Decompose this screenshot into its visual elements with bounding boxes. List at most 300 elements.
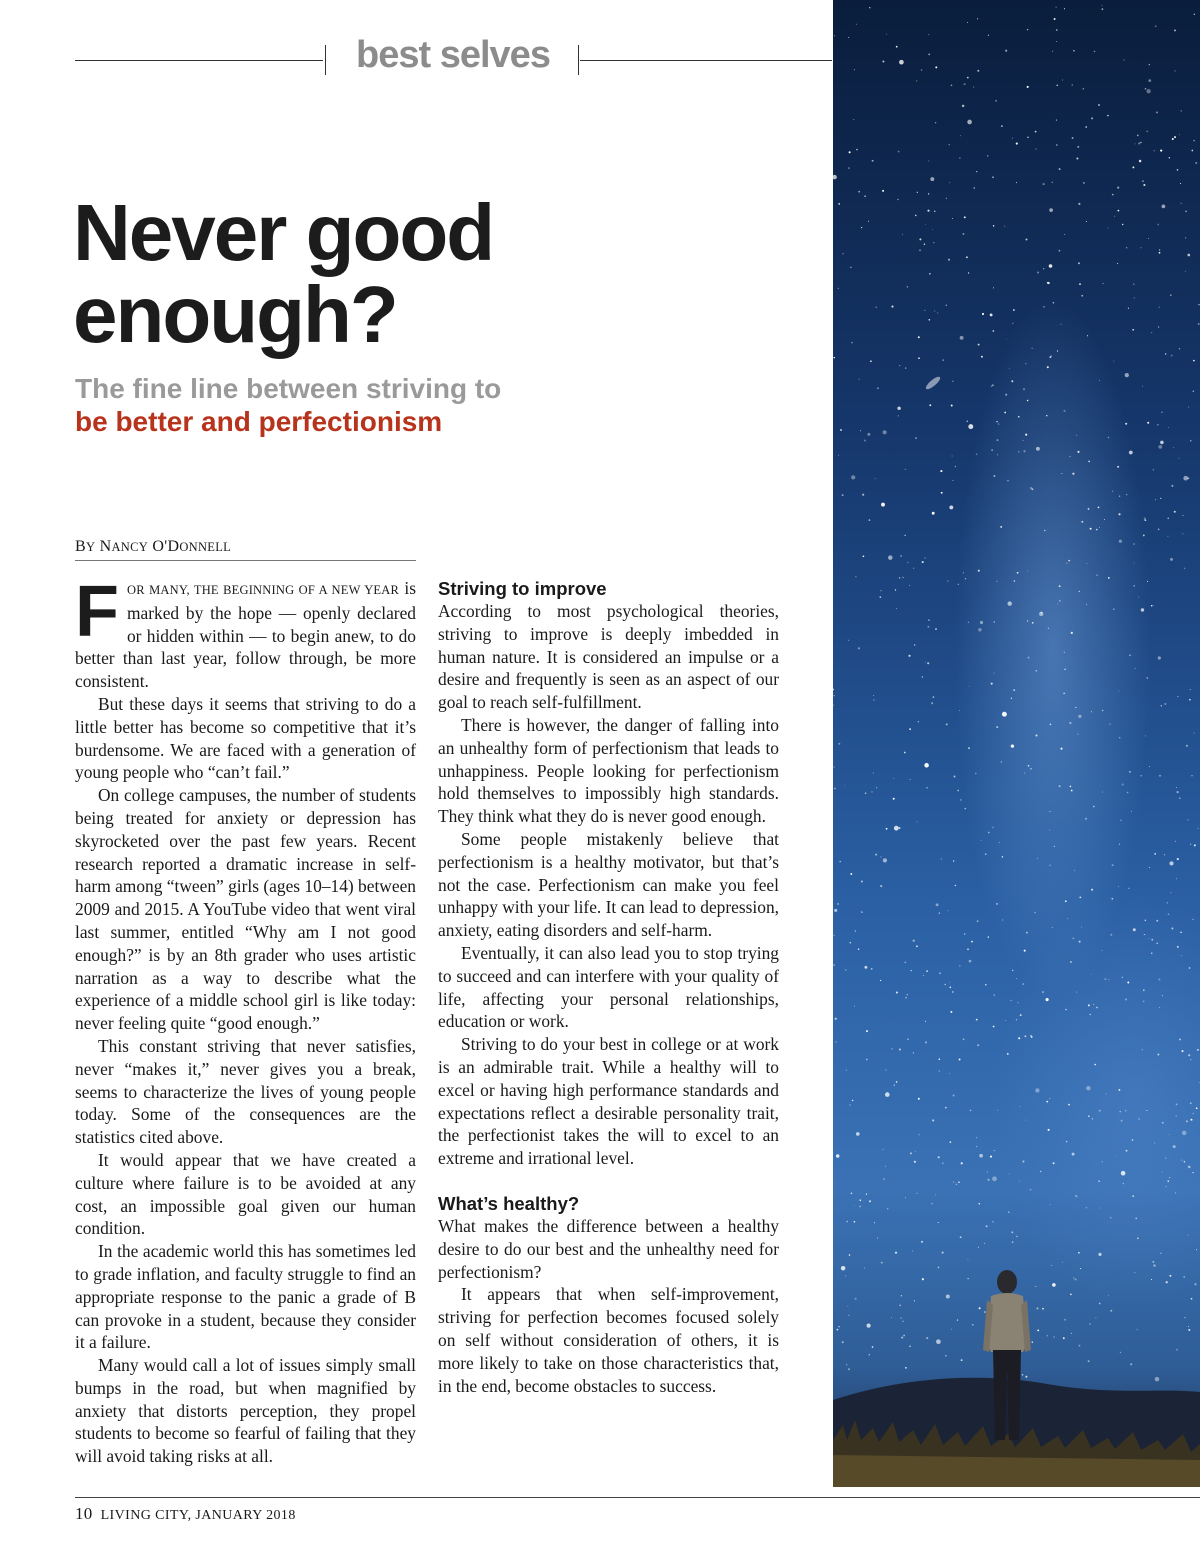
star — [1064, 1319, 1066, 1321]
star — [1113, 608, 1115, 610]
star — [957, 790, 959, 792]
star — [1153, 469, 1155, 471]
star — [996, 903, 998, 905]
star — [939, 1070, 941, 1072]
star — [997, 454, 998, 455]
star — [1011, 1231, 1013, 1233]
star — [1194, 1283, 1196, 1285]
star — [922, 1278, 924, 1280]
star — [1180, 932, 1182, 934]
star — [1054, 18, 1056, 20]
star — [935, 122, 936, 123]
star — [1116, 1156, 1117, 1157]
star — [869, 519, 871, 521]
star — [981, 840, 982, 841]
star — [1131, 811, 1132, 812]
star — [1168, 427, 1169, 428]
star — [1181, 1159, 1182, 1160]
star — [1056, 120, 1057, 121]
star — [1138, 1118, 1139, 1119]
star — [924, 763, 929, 768]
deck — [75, 372, 795, 438]
star — [1146, 130, 1148, 132]
star — [941, 858, 942, 859]
star — [1139, 160, 1142, 163]
star — [932, 1119, 934, 1121]
star — [917, 822, 918, 823]
star — [835, 1018, 837, 1020]
star — [1188, 1326, 1189, 1327]
star — [1032, 622, 1034, 624]
star — [1152, 605, 1153, 606]
star — [1019, 1181, 1020, 1182]
footer-rule — [75, 1497, 1200, 1498]
star — [1012, 323, 1013, 324]
star — [1119, 540, 1122, 543]
star — [1056, 7, 1057, 8]
star — [1157, 943, 1158, 944]
star — [834, 695, 835, 696]
star — [976, 1019, 978, 1021]
star — [842, 494, 844, 496]
star — [1079, 591, 1080, 592]
star — [1004, 412, 1006, 414]
star — [1181, 110, 1182, 111]
star — [1140, 142, 1141, 143]
star — [976, 1146, 977, 1147]
star — [846, 1221, 848, 1223]
article-column-1 — [75, 572, 416, 1468]
star — [936, 1339, 941, 1344]
star — [1183, 515, 1184, 516]
star — [1132, 329, 1134, 331]
star — [1151, 953, 1152, 954]
star — [905, 1367, 907, 1369]
star — [1098, 1180, 1100, 1182]
star — [1059, 585, 1061, 587]
star — [997, 439, 999, 441]
headline-line-2: enough? — [73, 270, 397, 359]
star — [941, 492, 943, 494]
star — [1120, 820, 1121, 821]
star — [958, 584, 959, 585]
star — [1125, 1110, 1127, 1112]
star — [880, 885, 882, 887]
star — [1042, 1308, 1044, 1310]
star — [838, 1326, 839, 1327]
star — [861, 881, 863, 883]
star — [1147, 422, 1149, 424]
star — [1036, 447, 1040, 451]
star — [1091, 889, 1093, 891]
star — [1172, 138, 1174, 140]
star — [1175, 70, 1176, 71]
star — [904, 752, 906, 754]
star — [1167, 518, 1169, 520]
star — [1167, 902, 1168, 903]
star — [1074, 870, 1075, 871]
star — [925, 1041, 927, 1043]
star — [839, 861, 841, 863]
star — [1042, 991, 1044, 993]
star — [881, 857, 882, 858]
star — [915, 215, 917, 217]
star — [1154, 853, 1156, 855]
star — [957, 1319, 958, 1320]
star — [871, 968, 873, 970]
star — [877, 387, 879, 389]
star — [1047, 366, 1049, 368]
subhead-healthy: What’s healthy? — [438, 1192, 580, 1214]
star — [967, 1278, 968, 1279]
star — [1072, 137, 1074, 139]
star — [840, 429, 842, 431]
star — [864, 966, 867, 969]
star — [918, 721, 919, 722]
star — [938, 1222, 939, 1223]
star — [1181, 1050, 1183, 1052]
star — [1149, 766, 1150, 767]
star — [950, 1141, 952, 1143]
star — [926, 1337, 928, 1339]
grass-highlight — [833, 1455, 1200, 1487]
star — [1171, 485, 1173, 487]
star — [1198, 304, 1199, 305]
star — [1189, 699, 1191, 701]
star — [1011, 1000, 1012, 1001]
star — [1043, 306, 1044, 307]
star — [1118, 1089, 1120, 1091]
star — [951, 84, 953, 86]
star — [860, 1199, 862, 1201]
section-tick-right — [578, 45, 579, 75]
star — [993, 287, 994, 288]
star — [978, 344, 980, 346]
star — [945, 984, 946, 985]
star — [894, 1085, 895, 1086]
star — [901, 1295, 902, 1296]
star — [971, 941, 973, 943]
star — [992, 330, 994, 332]
star — [955, 466, 957, 468]
star — [1078, 262, 1080, 264]
star — [861, 912, 863, 914]
star — [939, 972, 941, 974]
star — [834, 35, 835, 36]
star — [904, 535, 905, 536]
star — [1070, 961, 1072, 963]
star — [1144, 518, 1146, 520]
star — [993, 475, 995, 477]
star — [905, 367, 906, 368]
drop-cap: F — [75, 572, 119, 652]
star — [865, 792, 867, 794]
star — [980, 621, 983, 624]
star — [925, 224, 926, 225]
star — [1144, 519, 1146, 521]
byline-last-cap: O'D — [152, 538, 180, 555]
star — [1022, 983, 1024, 985]
star — [1037, 272, 1039, 274]
star — [1187, 254, 1190, 257]
star — [1134, 585, 1135, 586]
byline-last-sc: ONNELL — [179, 540, 232, 554]
star — [914, 644, 915, 645]
star — [1071, 790, 1073, 792]
star — [1132, 166, 1134, 168]
star — [938, 1267, 940, 1269]
star — [1159, 307, 1160, 308]
star — [923, 975, 924, 976]
star — [962, 233, 964, 235]
star — [946, 305, 948, 307]
star — [911, 970, 912, 971]
paragraph: Eventually, it can also lead you to stop trying to succeed and can interfere with your quality of life, affecting your personal relationships, education or work. — [438, 942, 779, 1032]
star — [896, 608, 897, 609]
star — [1030, 1035, 1032, 1037]
star — [1176, 1115, 1177, 1116]
star — [935, 66, 937, 68]
star — [978, 570, 980, 572]
star — [975, 773, 976, 774]
star — [969, 960, 972, 963]
star — [908, 655, 910, 657]
star — [1181, 203, 1182, 204]
star — [1005, 1020, 1006, 1021]
star — [1118, 886, 1119, 887]
star — [913, 1052, 914, 1053]
star — [1064, 410, 1066, 412]
star — [1170, 294, 1172, 296]
star — [922, 561, 924, 563]
star — [952, 455, 953, 456]
star — [973, 187, 974, 188]
star — [1094, 51, 1095, 52]
star — [1086, 1207, 1087, 1208]
star — [833, 357, 835, 359]
star — [888, 555, 893, 560]
star — [1188, 1054, 1190, 1056]
star — [934, 211, 935, 212]
star — [1126, 247, 1127, 248]
star — [886, 828, 888, 830]
star — [1179, 1038, 1181, 1040]
star — [1088, 1004, 1090, 1006]
star — [1149, 867, 1150, 868]
star — [977, 920, 979, 922]
star — [924, 244, 925, 245]
star — [837, 1329, 839, 1331]
star — [956, 1184, 957, 1185]
star — [1179, 348, 1180, 349]
star — [928, 619, 930, 621]
star — [1184, 1161, 1186, 1163]
star — [1157, 224, 1159, 226]
star — [1099, 1303, 1101, 1305]
star — [849, 942, 851, 944]
paragraph: This constant striving that never satisfies, never “makes it,” never gives you a break, seems to characterize the lives of young people today. Some of the consequences are the statistics cited above. — [75, 1035, 416, 1148]
star — [900, 1317, 902, 1319]
star — [963, 572, 964, 573]
star — [1166, 1281, 1168, 1283]
star — [931, 702, 933, 704]
star — [872, 1346, 874, 1348]
star — [1173, 447, 1174, 448]
star — [909, 585, 910, 586]
star — [1102, 710, 1103, 711]
star — [966, 256, 968, 258]
star — [919, 249, 921, 251]
star — [1056, 84, 1058, 86]
star — [1145, 735, 1146, 736]
star — [859, 379, 860, 380]
star — [1088, 508, 1090, 510]
star — [1091, 711, 1092, 712]
star — [991, 683, 993, 685]
star — [970, 1110, 972, 1112]
star — [935, 628, 937, 630]
star — [1059, 600, 1060, 601]
star — [1018, 451, 1019, 452]
star — [1183, 1276, 1185, 1278]
star — [1187, 1235, 1188, 1236]
paragraph: What makes the difference between a healthy desire to do our best and the unhealthy need for perfectionism? — [438, 1215, 779, 1282]
star — [1185, 237, 1186, 238]
star — [899, 1049, 901, 1051]
star — [1134, 1272, 1135, 1273]
star — [1092, 1118, 1093, 1119]
star — [1119, 1111, 1121, 1113]
star — [1169, 157, 1170, 158]
star — [949, 982, 950, 983]
star — [1137, 1329, 1138, 1330]
star — [1129, 654, 1131, 656]
star — [1048, 628, 1049, 629]
star — [988, 832, 990, 834]
star — [1167, 1180, 1169, 1182]
star — [852, 1100, 853, 1101]
star — [864, 1268, 865, 1269]
star — [876, 787, 877, 788]
star — [1145, 88, 1147, 90]
star — [1175, 1192, 1176, 1193]
star — [1148, 238, 1149, 239]
byline-prefix: B — [75, 538, 86, 555]
star — [1102, 792, 1103, 793]
star — [1138, 597, 1139, 598]
star — [951, 405, 953, 407]
star — [1059, 785, 1061, 787]
star — [873, 772, 874, 773]
star — [1030, 1189, 1032, 1191]
star — [1066, 1141, 1067, 1142]
star — [1120, 1352, 1121, 1353]
star — [928, 193, 929, 194]
star — [1096, 529, 1098, 531]
star — [864, 440, 866, 442]
star — [1190, 844, 1192, 846]
star — [984, 1311, 986, 1313]
star — [967, 1259, 968, 1260]
star — [905, 1197, 906, 1198]
star — [874, 1222, 875, 1223]
star — [1171, 355, 1173, 357]
star — [1022, 440, 1023, 441]
star — [891, 1317, 892, 1318]
star — [1165, 353, 1166, 354]
star — [993, 225, 994, 226]
star — [863, 555, 865, 557]
star — [845, 969, 847, 971]
star — [1024, 950, 1026, 952]
star — [1159, 775, 1161, 777]
star — [1193, 360, 1195, 362]
star — [1176, 787, 1177, 788]
star — [1099, 527, 1100, 528]
star — [960, 1236, 962, 1238]
star — [1016, 1019, 1017, 1020]
star — [1008, 1211, 1010, 1213]
star — [1144, 934, 1145, 935]
star — [833, 689, 834, 691]
star — [1162, 1122, 1164, 1124]
star — [985, 984, 986, 985]
star — [1043, 268, 1044, 269]
star — [951, 1329, 952, 1330]
star — [1154, 150, 1155, 151]
star — [976, 171, 977, 172]
star — [1149, 64, 1150, 65]
star — [927, 662, 929, 664]
star — [848, 1306, 849, 1307]
star — [1063, 1337, 1065, 1339]
star — [1011, 380, 1013, 382]
star — [1100, 1207, 1101, 1208]
star — [963, 1038, 965, 1040]
star — [1155, 1377, 1160, 1382]
star — [1049, 208, 1053, 212]
star — [1071, 1333, 1072, 1334]
paragraph-text: is marked by the hope — openly declared or hidden within — to begin anew, to do better than last year, follow through, be more consistent. — [75, 578, 416, 692]
star — [1091, 117, 1093, 119]
star — [851, 1192, 853, 1194]
star — [1191, 1298, 1193, 1300]
star — [907, 1038, 908, 1039]
star — [1027, 29, 1028, 30]
star — [1076, 158, 1078, 160]
star — [949, 505, 953, 509]
star — [1173, 1145, 1176, 1148]
star — [1071, 632, 1073, 634]
star — [1125, 423, 1127, 425]
star — [1050, 1204, 1051, 1205]
star — [977, 1044, 979, 1046]
star — [1086, 1086, 1090, 1090]
star — [1009, 368, 1010, 369]
star — [1012, 138, 1013, 139]
star — [856, 1132, 860, 1136]
star — [905, 997, 907, 999]
star — [1065, 900, 1067, 902]
star — [918, 1134, 919, 1135]
star — [899, 1305, 900, 1306]
star — [1187, 819, 1188, 820]
star — [1027, 137, 1028, 138]
star — [876, 307, 877, 308]
star — [949, 182, 950, 183]
star — [858, 948, 860, 950]
star — [1177, 169, 1179, 171]
